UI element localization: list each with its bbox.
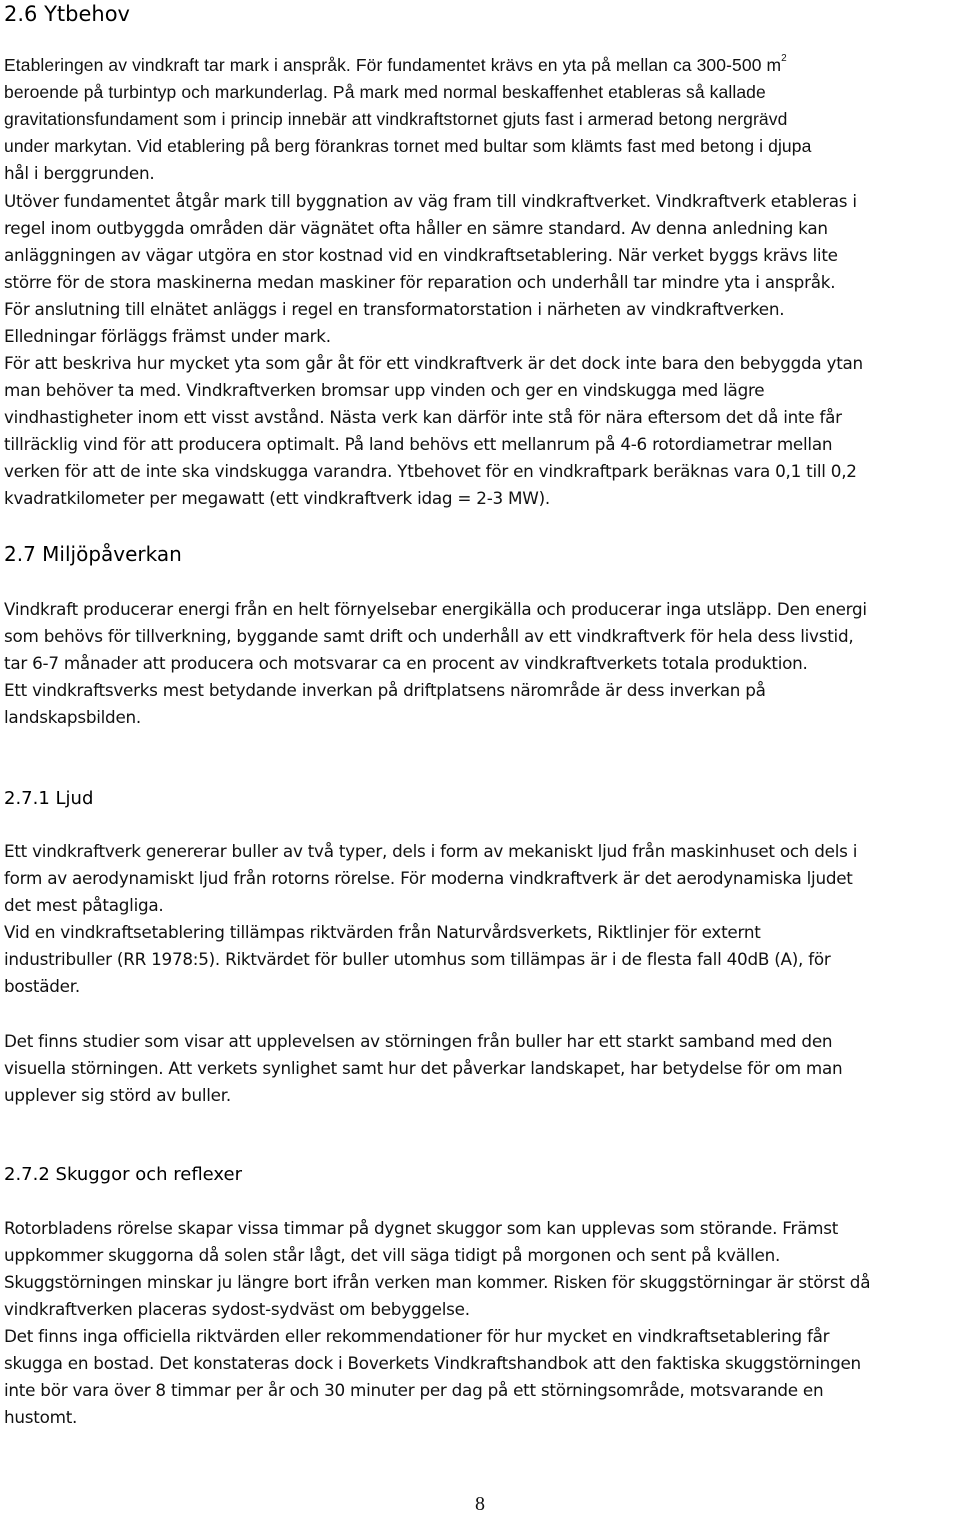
page-number: 8 (475, 1493, 485, 1515)
text-line: uppkommer skuggorna då solen står lågt, det vill säga tidigt på morgonen och sent på kvällen. (4, 1245, 781, 1265)
text-line: som behövs för tillverkning, byggande samt drift och underhåll av ett vindkraftverk för hela dess livstid, (4, 626, 854, 646)
text-line: Elledningar förläggs främst under mark. (4, 326, 331, 346)
text-line: vindhastigheter inom ett visst avstånd. Nästa verk kan därför inte stå för nära eftersom det då inte får (4, 407, 842, 427)
text-line: Det finns studier som visar att upplevelsen av störningen från buller har ett starkt samband med den (4, 1031, 833, 1051)
text-line: Vid en vindkraftsetablering tillämpas riktvärden från Naturvårdsverkets, Riktlinjer för externt (4, 922, 761, 942)
text-line-content: Etableringen av vindkraft tar mark i anspråk. För fundamentet krävs en yta på mellan ca 300-500 m (4, 55, 782, 75)
paragraph-2-7 (4, 596, 960, 731)
text-line: upplever sig störd av buller. (4, 1085, 231, 1105)
text-line: industribuller (RR 1978:5). Riktvärdet för buller utomhus som tillämpas är i de flesta fall 40dB (A), för (4, 949, 831, 969)
text-line: hål i berggrunden. (4, 163, 155, 183)
text-line: tar 6-7 månader att producera och motsvarar ca en procent av vindkraftverkets totala produktion. (4, 653, 808, 673)
section-heading-2-6: 2.6 Ytbehov (4, 2, 130, 26)
text-line: större för de stora maskinerna medan maskiner för reparation och underhåll tar mindre yta i anspråk. (4, 272, 836, 292)
text-line: Ett vindkraftverk genererar buller av två typer, dels i form av mekaniskt ljud från maskinhuset och dels i (4, 841, 858, 861)
text-line: För anslutning till elnätet anläggs i regel en transformatorstation i närheten av vindkraftverken. (4, 299, 785, 319)
paragraph-2-7-1-a (4, 838, 960, 1000)
text-line: regel inom outbyggda områden där vägnätet ofta håller en sämre standard. Av denna anledning kan (4, 218, 828, 238)
paragraph-2-7-1-b (4, 1028, 960, 1109)
text-line: tillräcklig vind för att producera optimalt. På land behövs ett mellanrum på 4-6 rotordiametrar mellan (4, 434, 833, 454)
paragraph-2-6-body (4, 188, 960, 512)
text-line: inte bör vara över 8 timmar per år och 30 minuter per dag på ett störningsområde, motsvarande en (4, 1380, 824, 1400)
text-line: Skuggstörningen minskar ju längre bort ifrån verken man kommer. Risken för skuggstörningar är störst då (4, 1272, 871, 1292)
text-line: verken för att de inte ska vindskugga varandra. Ytbehovet för en vindkraftpark beräknas vara 0,1 till 0,2 (4, 461, 857, 481)
text-line: landskapsbilden. (4, 707, 142, 727)
section-heading-2-7-2: 2.7.2 Skuggor och reflexer (4, 1164, 242, 1185)
section-heading-2-7-1: 2.7.1 Ljud (4, 788, 94, 809)
text-line: Vindkraft producerar energi från en helt förnyelsebar energikälla och producerar inga utsläpp. Den energi (4, 599, 867, 619)
text-line: beroende på turbintyp och markunderlag. På mark med normal beskaffenhet etableras så kallade (4, 82, 766, 102)
text-line: För att beskriva hur mycket yta som går åt för ett vindkraftverk är det dock inte bara den bebyggda ytan (4, 353, 863, 373)
section-heading-2-7: 2.7 Miljöpåverkan (4, 542, 182, 566)
text-line: hustomt. (4, 1407, 78, 1427)
text-line: man behöver ta med. Vindkraftverken bromsar upp vinden och ger en vindskugga med lägre (4, 380, 765, 400)
text-line: Rotorbladens rörelse skapar vissa timmar på dygnet skuggor som kan upplevas som störande. Främst (4, 1218, 839, 1238)
text-line: bostäder. (4, 976, 80, 996)
paragraph-2-7-2 (4, 1215, 960, 1431)
text-line (4, 52, 960, 79)
superscript: 2 (781, 53, 787, 64)
text-line: Ett vindkraftsverks mest betydande inverkan på driftplatsens närområde är dess inverkan på (4, 680, 766, 700)
text-line: visuella störningen. Att verkets synlighet samt hur det påverkar landskapet, har betydelse för om man (4, 1058, 843, 1078)
text-line: Utöver fundamentet åtgår mark till byggnation av väg fram till vindkraftverket. Vindkraftverk etableras i (4, 191, 857, 211)
text-line: det mest påtagliga. (4, 895, 164, 915)
text-line: Det finns inga officiella riktvärden eller rekommendationer för hur mycket en vindkraftsetablering får (4, 1326, 830, 1346)
text-line: under markytan. Vid etablering på berg förankras tornet med bultar som klämts fast med betong i djupa (4, 136, 812, 156)
text-line: form av aerodynamiskt ljud från rotorns rörelse. För moderna vindkraftverk är det aerodynamiska ljudet (4, 868, 853, 888)
text-line: skugga en bostad. Det konstateras dock i Boverkets Vindkraftshandbok att den faktiska skuggstörningen (4, 1353, 861, 1373)
text-line: kvadratkilometer per megawatt (ett vindkraftverk idag = 2-3 MW). (4, 488, 551, 508)
text-line: gravitationsfundament som i princip innebär att vindkraftstornet gjuts fast i armerad betong nergrävd (4, 109, 788, 129)
paragraph-2-6-intro (4, 52, 960, 187)
text-line: anläggningen av vägar utgöra en stor kostnad vid en vindkraftsetablering. När verket byggs krävs lite (4, 245, 838, 265)
text-line: vindkraftverken placeras sydost-sydväst om bebyggelse. (4, 1299, 470, 1319)
